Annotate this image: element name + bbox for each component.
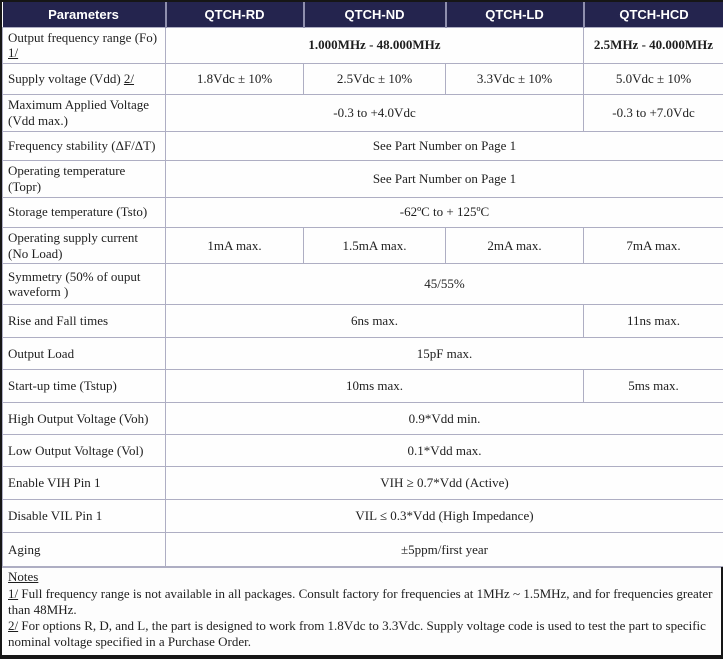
spec-value: 7mA max. — [584, 227, 723, 264]
spec-value: 5.0Vdc ± 10% — [584, 64, 723, 95]
note-reference: 1/ — [8, 586, 18, 601]
column-header-qtch-rd: QTCH-RD — [166, 2, 304, 27]
table-row — [3, 64, 723, 95]
note-reference: 2/ — [8, 618, 18, 633]
table-row — [3, 370, 723, 403]
note-item — [8, 618, 715, 651]
spec-value: 45/55% — [166, 264, 723, 305]
table-row — [3, 197, 723, 227]
param-label: Frequency stability (ΔF/ΔT) — [3, 131, 166, 160]
table-row — [3, 27, 723, 64]
spec-value: ±5ppm/first year — [166, 533, 723, 567]
spec-value: -0.3 to +7.0Vdc — [584, 95, 723, 132]
spec-value: 1.000MHz - 48.000MHz — [166, 27, 584, 64]
param-label: Enable VIH Pin 1 — [3, 467, 166, 500]
spec-value: 10ms max. — [166, 370, 584, 403]
note-text: Full frequency range is not available in all packages. Consult factory for frequencies at 1MHz ~ 1.5MHz, and for frequencies greater than 48MHz. — [8, 586, 712, 617]
column-header-qtch-ld: QTCH-LD — [446, 2, 584, 27]
table-row — [3, 467, 723, 500]
note-text: For options R, D, and L, the part is designed to work from 1.8Vdc to 3.3Vdc. Supply voltage code is used to test the part to specific nominal voltage specified in a Purchase Order. — [8, 618, 706, 649]
param-label: Storage temperature (Tsto) — [3, 197, 166, 227]
spec-value: VIH ≥ 0.7*Vdd (Active) — [166, 467, 723, 500]
spec-value: 0.9*Vdd min. — [166, 403, 723, 435]
spec-value: 1.5mA max. — [304, 227, 446, 264]
note-reference: 2/ — [124, 71, 134, 86]
param-label: Start-up time (Tstup) — [3, 370, 166, 403]
table-row — [3, 160, 723, 197]
param-label-text: Supply voltage (Vdd) — [8, 71, 121, 86]
table-row — [3, 264, 723, 305]
param-label-text: Output frequency range (Fo) — [8, 30, 157, 45]
spec-value: 1.8Vdc ± 10% — [166, 64, 304, 95]
spec-value: 1mA max. — [166, 227, 304, 264]
spec-value: 11ns max. — [584, 305, 723, 338]
table-row — [3, 533, 723, 567]
table-row — [3, 95, 723, 132]
table-row — [3, 131, 723, 160]
table-row — [3, 435, 723, 467]
spec-value: VIL ≤ 0.3*Vdd (High Impedance) — [166, 500, 723, 533]
spec-value: 3.3Vdc ± 10% — [446, 64, 584, 95]
table-row — [3, 500, 723, 533]
param-label: Rise and Fall times — [3, 305, 166, 338]
param-label: Operating supply current (No Load) — [3, 227, 166, 264]
spec-value: See Part Number on Page 1 — [166, 160, 723, 197]
note-item — [8, 586, 715, 619]
param-label: Symmetry (50% of ouput waveform ) — [3, 264, 166, 305]
table-row — [3, 403, 723, 435]
param-label: Output Load — [3, 338, 166, 370]
note-reference: 1/ — [8, 45, 18, 60]
spec-value: 6ns max. — [166, 305, 584, 338]
param-label: Low Output Voltage (Vol) — [3, 435, 166, 467]
table-row — [3, 338, 723, 370]
spec-value: 5ms max. — [584, 370, 723, 403]
table-row — [3, 305, 723, 338]
spec-value: 2.5Vdc ± 10% — [304, 64, 446, 95]
column-header-parameters: Parameters — [3, 2, 166, 27]
notes-section — [2, 567, 721, 654]
param-label — [3, 27, 166, 64]
param-label: Disable VIL Pin 1 — [3, 500, 166, 533]
spec-value: -0.3 to +4.0Vdc — [166, 95, 584, 132]
param-label: High Output Voltage (Voh) — [3, 403, 166, 435]
spec-value: 2mA max. — [446, 227, 584, 264]
spec-value: 15pF max. — [166, 338, 723, 370]
column-header-qtch-hcd: QTCH-HCD — [584, 2, 723, 27]
spec-value: See Part Number on Page 1 — [166, 131, 723, 160]
param-label — [3, 64, 166, 95]
header-row — [3, 2, 723, 27]
notes-title — [8, 569, 715, 585]
table-row — [3, 227, 723, 264]
param-label: Operating temperature (Topr) — [3, 160, 166, 197]
column-header-qtch-nd: QTCH-ND — [304, 2, 446, 27]
spec-value: 0.1*Vdd max. — [166, 435, 723, 467]
param-label: Aging — [3, 533, 166, 567]
spec-value: -62ºC to + 125ºC — [166, 197, 723, 227]
notes-title-text: Notes — [8, 569, 38, 584]
spec-table — [2, 2, 723, 567]
spec-value: 2.5MHz - 40.000MHz — [584, 27, 723, 64]
param-label: Maximum Applied Voltage (Vdd max.) — [3, 95, 166, 132]
